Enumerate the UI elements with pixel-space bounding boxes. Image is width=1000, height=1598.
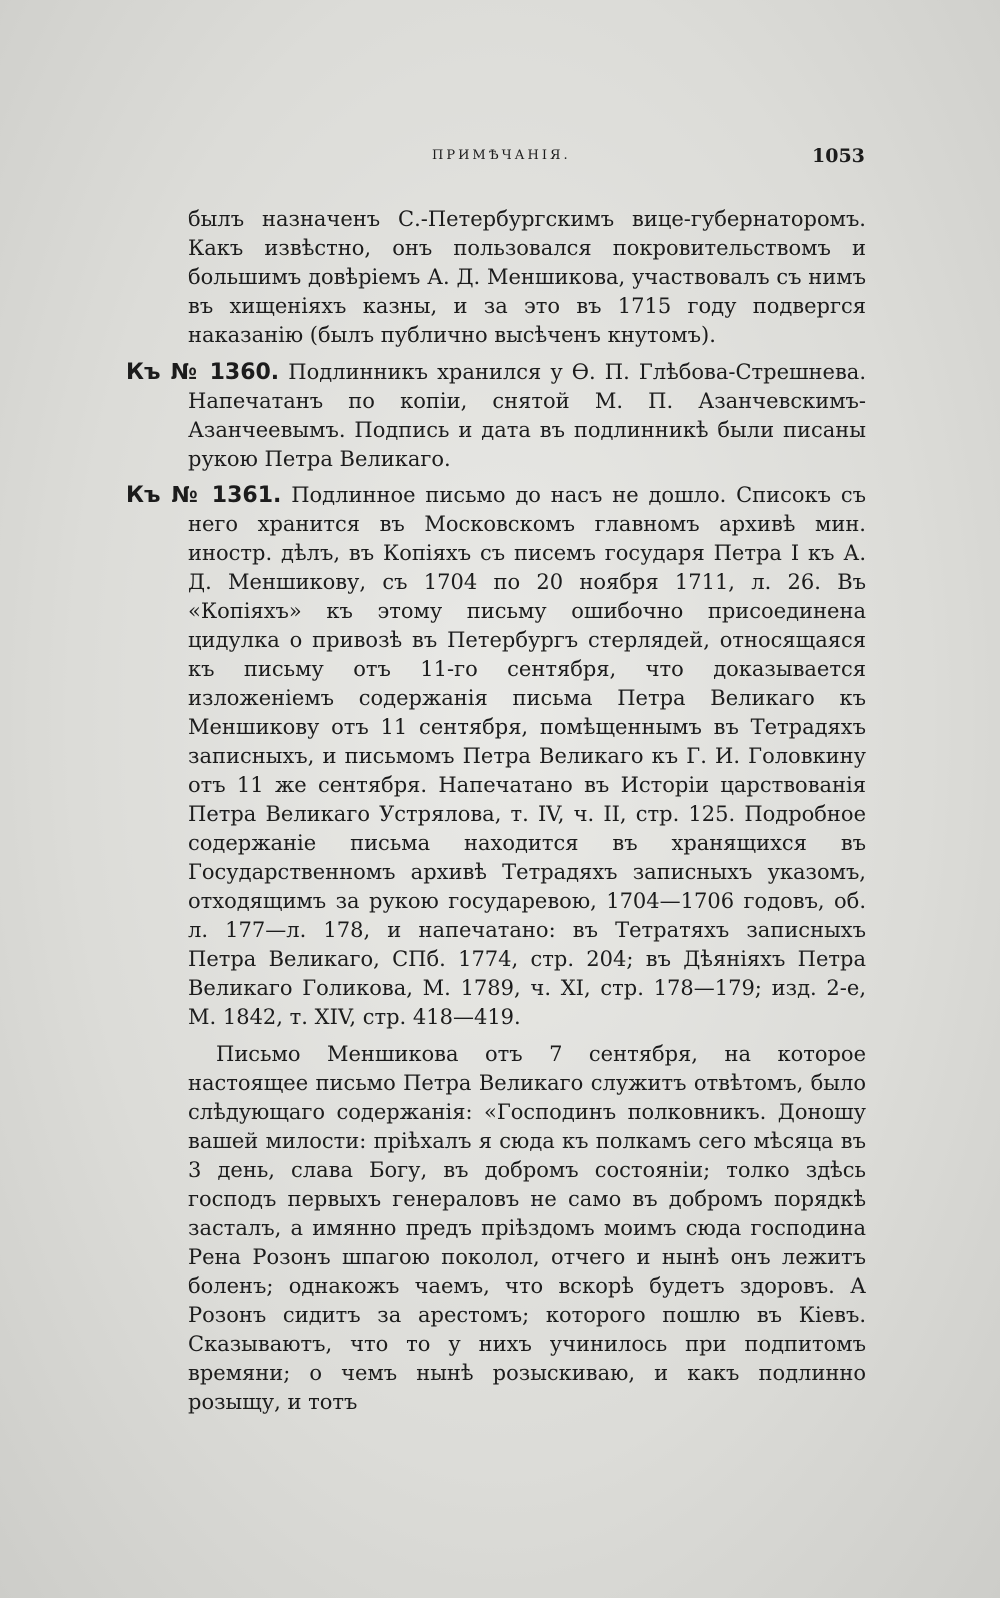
note-reference: Къ № 1360. bbox=[126, 360, 280, 385]
page-number: 1053 bbox=[812, 145, 865, 167]
note-reference: Къ № 1361. bbox=[126, 483, 282, 508]
paragraph-text: Письмо Меншикова отъ 7 сентября, на которое настоящее письмо Петра Великаго служитъ отвѣтомъ, было слѣдующаго содержанія: «Господинъ полковникъ. Доношу вашей милости: пріѣхалъ я сюда къ полкамъ сего мѣсяца въ 3 день, слава Богу, въ добромъ состояніи; толко здѣсь господъ первыхъ генераловъ не само въ добромъ порядкѣ засталъ, а имянно предъ пріѣздомъ моимъ сюда господина Рена Розонъ шпагою поколол, отчего и нынѣ онъ лежитъ боленъ; однакожъ чаемъ, что вскорѣ будетъ здоровъ. А Розонъ сидитъ за арестомъ; которого пошлю въ Кіевъ. Сказываютъ, что то у нихъ учинилось при подпитомъ времяни; о чемъ нынѣ розыскиваю, и какъ подлинно розыщу, и тотъ bbox=[188, 1042, 866, 1414]
running-head: ПРИМѢЧАНІЯ. bbox=[432, 148, 571, 163]
note-1361 bbox=[126, 481, 866, 1032]
note-1360 bbox=[126, 358, 866, 474]
note-text: Подлинное письмо до насъ не дошло. Списокъ съ него хранится въ Московскомъ главномъ архивѣ мин. иностр. дѣлъ, въ Копіяхъ съ писемъ государя Петра I къ А. Д. Меншикову, съ 1704 по 20 ноября 1711, л. 26. Въ «Копіяхъ» къ этому письму ошибочно присоединена цидулка о привозѣ въ Петербургъ стерлядей, относящаяся къ письму отъ 11-го сентября, что доказывается изложеніемъ содержанія письма Петра Великаго къ Меншикову отъ 11 сентября, помѣщеннымъ въ Тетрадяхъ записныхъ, и письмомъ Петра Великаго къ Г. И. Головкину отъ 11 же сентября. Напечатано въ Исторіи царствованія Петра Великаго Устрялова, т. IV, ч. II, стр. 125. Подробное содержаніе письма находится въ хранящихся въ Государственномъ архивѣ Тетрадяхъ записныхъ указомъ, отходящимъ за рукою государевою, 1704—1706 годовъ, об. л. 177—л. 178, и напечатано: въ Тетратяхъ записныхъ Петра Великаго, СПб. 1774, стр. 204; въ Дѣяніяхъ Петра Великаго Голикова, М. 1789, ч. XI, стр. 178—179; изд. 2-е, М. 1842, т. XIV, стр. 418—419. bbox=[188, 483, 867, 1029]
paragraph-continuation bbox=[126, 205, 866, 350]
page-body bbox=[126, 205, 866, 1425]
note-text: Подлинникъ хранился у Ѳ. П. Глѣбова-Стрешнева. Напечатанъ по копіи, снятой М. П. Азанчевскимъ-Азанчеевымъ. Подпись и дата въ подлинникѣ были писаны рукою Петра Великаго. bbox=[188, 360, 867, 471]
paragraph-text: былъ назначенъ С.-Петербургскимъ вице-губернаторомъ. Какъ извѣстно, онъ пользовался покровительствомъ и большимъ довѣріемъ А. Д. Меншикова, участвовалъ съ нимъ въ хищеніяхъ казны, и за это въ 1715 году подвергся наказанію (былъ публично высѣченъ кнутомъ). bbox=[188, 207, 866, 347]
paragraph-letter bbox=[126, 1040, 866, 1417]
page-header bbox=[0, 145, 1000, 172]
